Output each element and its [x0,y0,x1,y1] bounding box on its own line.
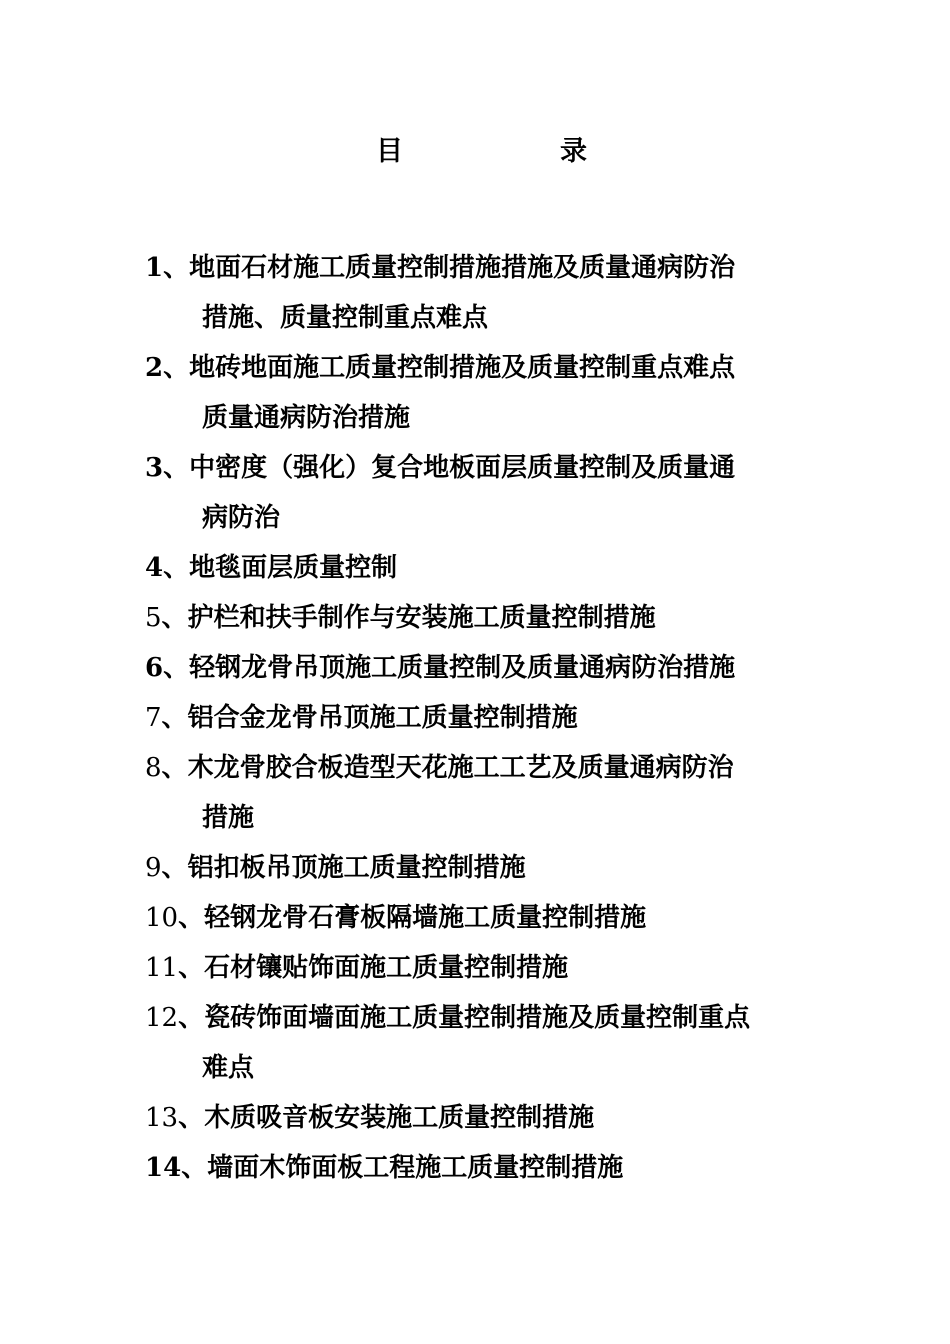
toc-entry-number: 8 [145,753,162,783]
toc-entry-number: 4 [145,553,164,583]
toc-entry-number: 5 [145,603,162,633]
toc-entry [145,693,825,743]
toc-entry [145,1093,825,1143]
toc-entry-number: 12 [145,1003,179,1033]
toc-entry-number: 11 [145,953,179,983]
toc-entry-text: 轻钢龙骨吊顶施工质量控制及质量通病防治措施 [189,653,736,683]
toc-entry-line [145,543,825,593]
toc-entry-separator: 、 [161,603,188,633]
toc-entry-text: 瓷砖饰面墙面施工质量控制措施及质量控制重点 [204,1003,751,1033]
toc-entry-separator: 、 [161,753,188,783]
toc-title-char-1: 目 [376,136,403,167]
toc-entry-text: 石材镶贴饰面施工质量控制措施 [204,953,569,983]
toc-list [145,243,825,1193]
toc-entry-line [145,943,825,993]
toc-entry-text: 铝合金龙骨吊顶施工质量控制措施 [187,703,578,733]
toc-entry [145,993,825,1093]
toc-entry-separator: 、 [163,553,190,583]
toc-entry-separator: 、 [161,853,188,883]
toc-entry-number: 1 [145,253,164,283]
toc-entry [145,943,825,993]
toc-entry-number: 13 [145,1103,179,1133]
toc-entry-line [145,893,825,943]
toc-entry-text: 地面石材施工质量控制措施措施及质量通病防治 [189,253,736,283]
toc-entry-number: 6 [145,653,164,683]
toc-entry [145,743,825,843]
toc-entry-line [145,1143,825,1193]
toc-entry-number: 7 [145,703,162,733]
toc-entry-separator: 、 [178,1003,205,1033]
toc-entry-text: 轻钢龙骨石膏板隔墙施工质量控制措施 [204,903,647,933]
toc-entry-continuation [145,293,825,343]
toc-entry-separator: 、 [163,653,190,683]
toc-entry [145,343,825,443]
toc-entry-text: 措施、质量控制重点难点 [202,303,489,333]
toc-entry-number: 10 [145,903,179,933]
toc-entry-line [145,343,825,393]
toc-entry-separator: 、 [178,1103,205,1133]
toc-entry-separator: 、 [163,353,190,383]
toc-entry-line [145,593,825,643]
toc-title [0,132,950,172]
toc-entry-continuation [145,393,825,443]
toc-entry-text: 难点 [202,1053,255,1083]
toc-entry-text: 地毯面层质量控制 [189,553,398,583]
toc-entry-text: 措施 [202,803,255,833]
toc-entry [145,443,825,543]
toc-entry-line [145,243,825,293]
toc-entry-line [145,443,825,493]
toc-entry-line [145,993,825,1043]
toc-entry [145,593,825,643]
toc-entry-text: 铝扣板吊顶施工质量控制措施 [187,853,526,883]
toc-entry-text: 中密度（强化）复合地板面层质量控制及质量通 [189,453,736,483]
toc-entry-separator: 、 [181,1153,208,1183]
toc-entry-number: 9 [145,853,162,883]
toc-entry-text: 护栏和扶手制作与安装施工质量控制措施 [187,603,656,633]
toc-entry-separator: 、 [163,453,190,483]
toc-entry-text: 病防治 [202,503,281,533]
toc-entry-continuation [145,493,825,543]
toc-entry-separator: 、 [161,703,188,733]
toc-entry-line [145,843,825,893]
toc-entry-separator: 、 [178,953,205,983]
toc-entry [145,843,825,893]
toc-entry-separator: 、 [163,253,190,283]
toc-entry [145,643,825,693]
toc-entry [145,893,825,943]
toc-entry [145,243,825,343]
toc-entry-line [145,643,825,693]
toc-entry-text: 质量通病防治措施 [202,403,411,433]
toc-entry-text: 地砖地面施工质量控制措施及质量控制重点难点 [189,353,736,383]
toc-entry-separator: 、 [178,903,205,933]
toc-entry-text: 墙面木饰面板工程施工质量控制措施 [207,1153,624,1183]
toc-entry [145,543,825,593]
toc-entry-number: 14 [145,1153,182,1183]
toc-entry-text: 木质吸音板安装施工质量控制措施 [204,1103,595,1133]
toc-entry-line [145,1093,825,1143]
toc-entry-line [145,743,825,793]
toc-entry-number: 2 [145,353,164,383]
toc-entry-continuation [145,793,825,843]
toc-entry-continuation [145,1043,825,1093]
toc-entry-text: 木龙骨胶合板造型天花施工工艺及质量通病防治 [187,753,734,783]
toc-entry-line [145,693,825,743]
toc-title-char-2: 录 [560,136,587,167]
toc-entry [145,1143,825,1193]
toc-entry-number: 3 [145,453,164,483]
